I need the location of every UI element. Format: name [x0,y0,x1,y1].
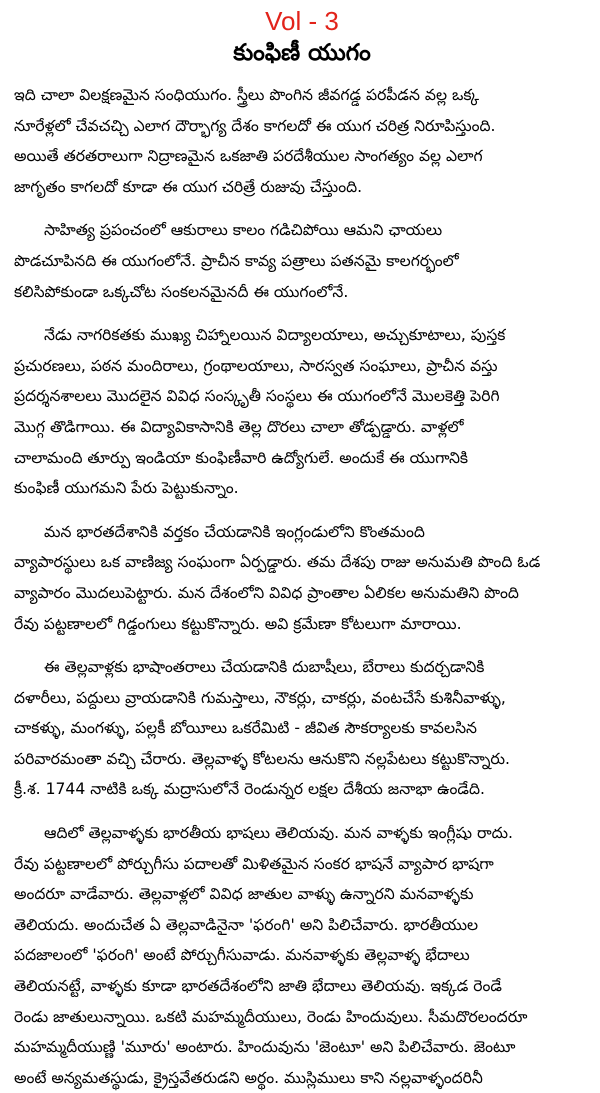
paragraph-line: కుంఫిణీ యుగమని పేరు పెట్టుకున్నాం. [14,479,239,498]
chapter-title: కుంఫిణీ యుగం [233,40,371,66]
paragraph-line: పదజాలంలో 'ఫరంగి' అంటే పోర్చుగీసువాడు. మనవాళ్ళకు తెల్లవాళ్ళ భేదాలు [14,946,470,965]
paragraph-3 [14,320,590,504]
paragraph-line: ప్రదర్శనశాలలు మొదలైన వివిధ సంస్కృతీ సంస్థలు ఈ యుగంలోనే మొలకెత్తి పెరిగి [14,387,500,406]
paragraph-line: అందరూ వాడేవారు. తెల్లవాళ్లలో వివిధ జాతుల వాళ్ళు ఉన్నారని మనవాళ్ళకు [14,885,474,904]
paragraph-line: పొడచూపినది ఈ యుగంలోనే. ప్రాచీన కావ్య పత్రాలు పతనమై కాలగర్భంలో [14,251,459,270]
paragraph-line: సాహిత్య ప్రపంచంలో ఆకురాలు కాలం గడిచిపోయి ఆమని ఛాయలు [44,221,443,240]
paragraph-line: ఆదిలో తెల్లవాళ్ళకు భారతీయ భాషలు తెలియవు. మన వాళ్ళకు ఇంగ్లీషు రాదు. [44,824,514,843]
paragraph-line: నేడు నాగరికతకు ముఖ్య చిహ్నాలయిన విద్యాలయాలు, అచ్చుకూటాలు, పుస్తక [44,326,506,345]
paragraph-line: రేవు పట్టణాలలో గిడ్డంగులు కట్టుకొన్నారు. అవి క్రమేణా కోటలుగా మారాయి. [14,614,462,633]
paragraph-5 [14,652,590,805]
paragraph-line: చాకళ్ళు, మంగళ్ళు, పల్లకీ బోయీలు ఒకరేమిటి - జీవిత సౌకర్యాలకు కావలసిన [14,719,477,738]
paragraph-line: అంటే అన్యమతస్థుడు, క్రైస్తవేతరుడని అర్థం. ముస్లిములు కాని నల్లవాళ్ళందరినీ [14,1068,483,1087]
paragraph-line: రెండు జాతులున్నాయి. ఒకటి మహమ్మదీయులు, రెండు హిందువులు. సీమదొరలందరూ [14,1007,528,1026]
paragraph-2 [14,215,590,307]
volume-label: Vol - 3 [265,6,339,36]
paragraph-line: చాలామంది తూర్పు ఇండియా కుంఫిణీవారి ఉద్యోగులే. అందుకే ఈ యుగానికి [14,448,469,467]
paragraph-line: రేవు పట్టణాలలో పోర్చుగీసు పదాలతో మిళితమైన సంకర భాషనే వ్యాపార భాషగా [14,854,494,873]
paragraph-line: ఈ తెల్లవాళ్లకు భాషాంతరాలు చేయడానికి దుబాషీలు, బేరాలు కుదర్చడానికి [44,658,485,677]
paragraph-line: ప్రచురణలు, పఠన మందిరాలు, గ్రంథాలయాలు, సారస్వత సంఘాలు, ప్రాచీన వస్తు [14,356,498,375]
paragraph-6 [14,818,590,1093]
paragraph-4 [14,517,590,639]
paragraph-line: దళారీలు, పద్దులు వ్రాయడానికి గుమస్తాలు, నౌకర్లు, చాకర్లు, వంటచేసే కుశినీవాళ్ళు, [14,688,506,707]
paragraph-line: జాగృతం కాగలదో కూడా ఈ యుగ చరిత్రే రుజువు చేస్తుంది. [14,177,363,196]
paragraph-line: తెలియనట్టే, వాళ్ళకు కూడా భారతదేశంలోని జాతి భేదాలు తెలియవు. ఇక్కడ రెండే [14,977,502,996]
paragraph-line: అయితే తరతరాలుగా నిద్రాణమైన ఒకజాతి పరదేశీయుల సాంగత్యం వల్ల ఎలాగ [14,147,483,166]
paragraph-line: మన భారతదేశానికి వర్తకం చేయడానికి ఇంగ్లండులోని కొంతమంది [44,522,425,541]
paragraph-line: మొగ్గ తొడిగాయి. ఈ విద్యావికాసానికి తెల్ల దొరలు చాలా తోడ్పడ్డారు. వాళ్లలో [14,417,464,436]
paragraph-line: తెలియదు. అందుచేత ఏ తెల్లవాడినైనా 'ఫరంగి' అని పిలిచేవారు. భారతీయుల [14,915,479,934]
paragraph-line: పరివారమంతా వచ్చి చేరారు. తెల్లవాళ్ళ కోటలను ఆనుకొని నల్లపేటలు కట్టుకొన్నారు. [14,749,510,768]
paragraph-line: వ్యాపారం మొదలుపెట్టారు. మన దేశంలోని వివిధ ప్రాంతాల ఏలికల అనుమతిని పొంది [14,583,519,602]
paragraph-line: మహమ్మదీయుణ్ణి 'మూరు' అంటారు. హిందువును 'జెంటూ' అని పిలిచేవారు. జెంటూ [14,1038,516,1057]
paragraph-line: ఇది చాలా విలక్షణమైన సంధియుగం. స్త్రీలు పొంగిన జీవగడ్డ పరపీడన వల్ల ఒక్క [14,86,480,104]
paragraph-1 [14,80,590,202]
paragraph-line: నూరేళ్లలో చేవచచ్చి ఎలాగ దౌర్భాగ్య దేశం కాగలదో ఈ యుగ చరిత్ర నిరూపిస్తుంది. [14,116,496,135]
paragraph-line: క్రీ.శ. 1744 నాటికి ఒక్క మద్రాసులోనే రెండున్నర లక్షల దేశీయ జనాభా ఉండేది. [14,780,485,799]
paragraph-line: వ్యాపారస్థులు ఒక వాణిజ్య సంఘంగా ఏర్పడ్డారు. తమ దేశపు రాజు అనుమతి పొంది ఓడ [14,553,541,572]
paragraph-line: కలిసిపోకుండా ఒక్కచోట సంకలనమైనదీ ఈ యుగంలోనే. [14,282,349,301]
